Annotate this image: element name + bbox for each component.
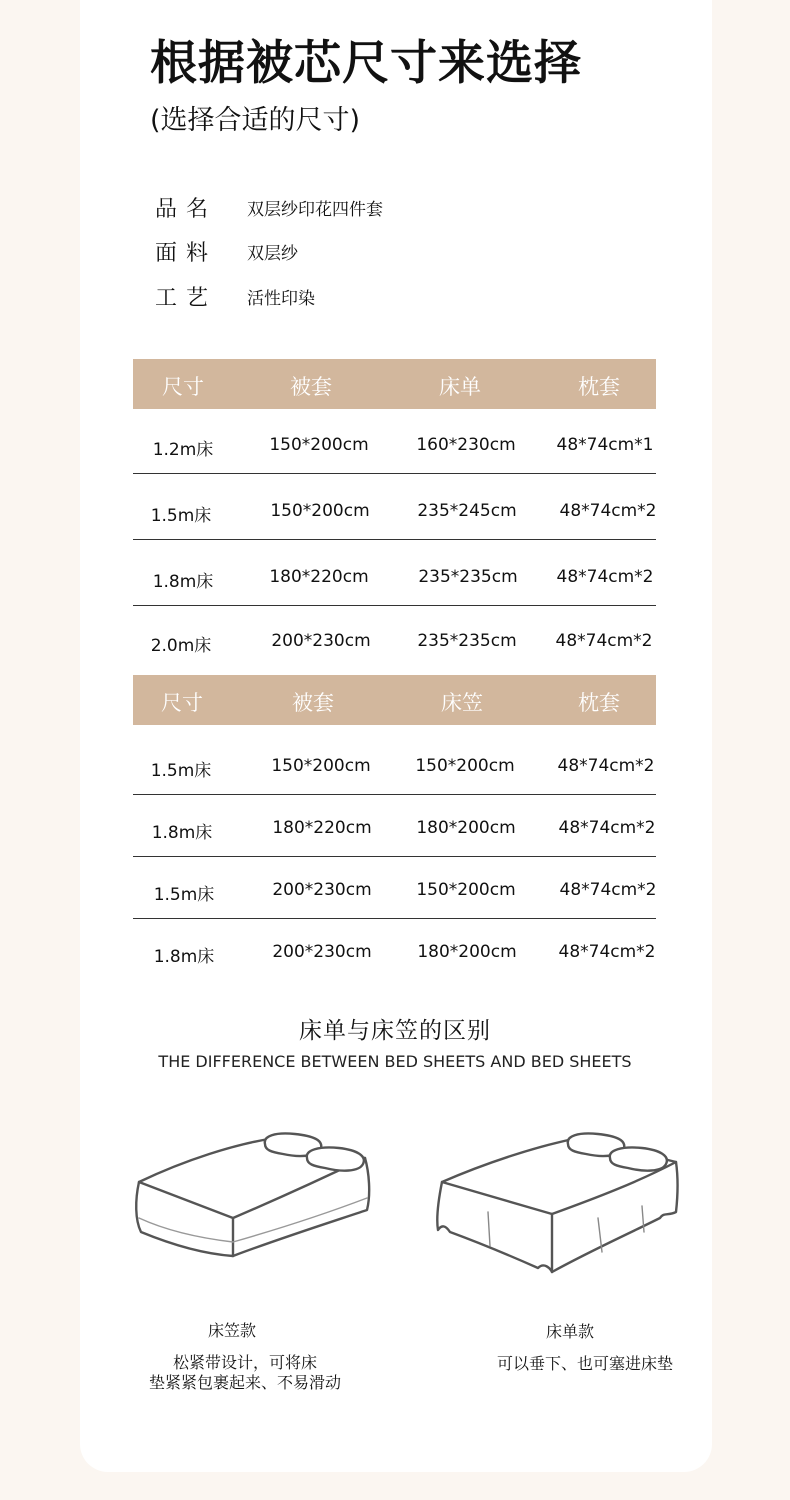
spec-row-fabric xyxy=(155,236,298,267)
column-header: 被套 xyxy=(292,691,334,715)
table-cell: 48*74cm*2 xyxy=(557,756,655,776)
table-cell: 150*200cm xyxy=(271,756,371,776)
table-cell: 150*200cm xyxy=(415,756,515,776)
spec-row-craft xyxy=(155,281,315,312)
table-cell: 200*230cm xyxy=(272,880,372,900)
flat-sheet-illustration xyxy=(428,1122,688,1282)
fitted-sheet-name: 床笠款 xyxy=(207,1321,256,1340)
table-cell: 235*235cm xyxy=(417,631,517,651)
table-cell: 150*200cm xyxy=(416,880,516,900)
column-header: 尺寸 xyxy=(161,691,203,715)
table-cell: 1.5m床 xyxy=(150,761,212,781)
column-header: 被套 xyxy=(290,375,332,399)
table-cell: 200*230cm xyxy=(271,631,371,651)
difference-subtitle: THE DIFFERENCE BETWEEN BED SHEETS AND BED SHEETS xyxy=(158,1052,632,1071)
table-cell: 48*74cm*2 xyxy=(555,631,653,651)
table-cell: 48*74cm*2 xyxy=(556,567,654,587)
table-cell: 180*200cm xyxy=(416,818,516,838)
spec-value: 双层纱印花四件套 xyxy=(247,200,383,220)
column-header: 尺寸 xyxy=(162,375,204,399)
table-cell: 48*74cm*2 xyxy=(559,501,657,521)
table-cell: 1.8m床 xyxy=(153,947,215,967)
table-cell: 1.2m床 xyxy=(152,440,214,460)
column-header: 枕套 xyxy=(578,691,620,715)
column-header: 床单 xyxy=(439,375,481,399)
table-cell: 180*220cm xyxy=(272,818,372,838)
spec-value: 活性印染 xyxy=(247,289,315,309)
flat-sheet-desc: 可以垂下、也可塞进床垫 xyxy=(496,1354,673,1373)
spec-label: 面料 xyxy=(155,241,218,266)
table-row xyxy=(133,543,656,606)
fitted-sheet-illustration xyxy=(125,1120,385,1290)
spec-label: 工艺 xyxy=(155,286,218,311)
page-title: 根据被芯尺寸来选择 xyxy=(150,36,582,91)
column-header: 枕套 xyxy=(578,375,620,399)
table-cell: 150*200cm xyxy=(269,435,369,455)
table-row xyxy=(133,918,656,980)
table-cell: 48*74cm*2 xyxy=(559,880,657,900)
table-cell: 150*200cm xyxy=(270,501,370,521)
table-cell: 1.8m床 xyxy=(151,823,213,843)
fitted-sheet-desc-line1: 松紧带设计，可将床 xyxy=(172,1353,317,1372)
table-cell: 48*74cm*2 xyxy=(558,818,656,838)
table-cell: 1.5m床 xyxy=(150,506,212,526)
table-cell: 200*230cm xyxy=(272,942,372,962)
table1-header xyxy=(133,359,656,409)
table-cell: 2.0m床 xyxy=(150,636,212,656)
flat-sheet-name: 床单款 xyxy=(545,1322,594,1341)
table-cell: 235*245cm xyxy=(417,501,517,521)
table2-header xyxy=(133,675,656,725)
table-row xyxy=(133,477,656,540)
table-cell: 48*74cm*1 xyxy=(556,435,654,455)
page-subtitle: (选择合适的尺寸) xyxy=(150,105,361,136)
table-cell: 160*230cm xyxy=(416,435,516,455)
difference-title: 床单与床笠的区别 xyxy=(299,1018,491,1044)
table-cell: 1.5m床 xyxy=(153,885,215,905)
table-cell: 1.8m床 xyxy=(152,572,214,592)
spec-row-name xyxy=(155,192,383,223)
table-cell: 48*74cm*2 xyxy=(558,942,656,962)
table-row xyxy=(133,607,656,669)
column-header: 床笠 xyxy=(441,691,483,715)
table-row xyxy=(133,732,656,795)
table-cell: 180*220cm xyxy=(269,567,369,587)
fitted-sheet-desc-line2: 垫紧紧包裹起来、不易滑动 xyxy=(148,1373,341,1392)
table-row xyxy=(133,411,656,474)
spec-label: 品名 xyxy=(155,197,218,222)
table-row xyxy=(133,794,656,857)
table-cell: 180*200cm xyxy=(417,942,517,962)
table-cell: 235*235cm xyxy=(418,567,518,587)
table-row xyxy=(133,856,656,919)
spec-value: 双层纱 xyxy=(247,244,298,264)
